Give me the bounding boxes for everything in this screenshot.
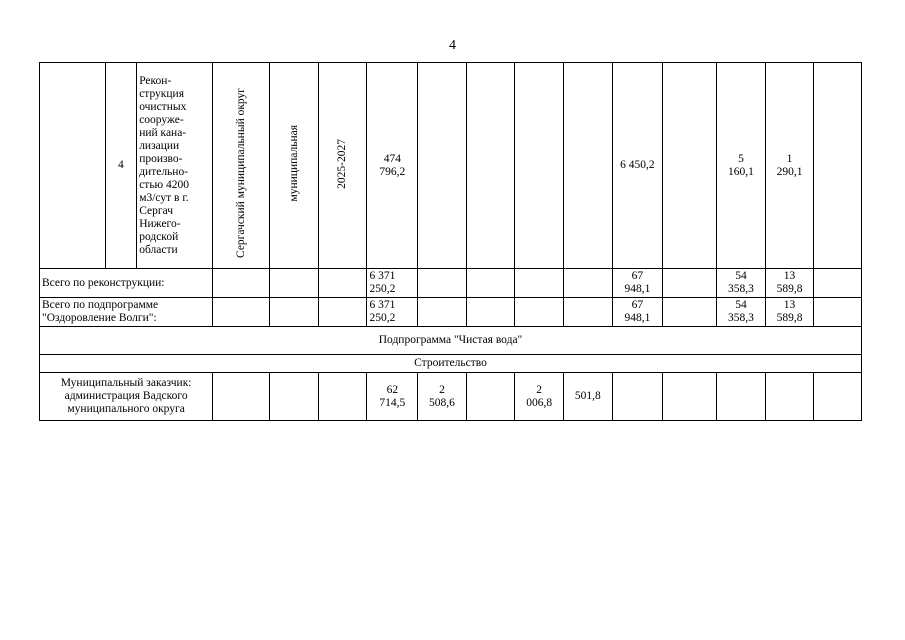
empty-cell [466, 298, 515, 327]
empty-cell [663, 63, 717, 269]
empty-cell [814, 63, 862, 269]
empty-cell [418, 269, 467, 298]
value-cell [717, 269, 766, 298]
total-cell [367, 373, 418, 421]
empty-cell [814, 373, 862, 421]
value-text: 54 358,3 [728, 299, 754, 324]
period-text: 2025-2027 [336, 138, 349, 189]
empty-cell [466, 373, 515, 421]
empty-cell [270, 269, 319, 298]
row-label-text: Всего по реконструкции: [42, 276, 165, 289]
empty-cell [318, 298, 367, 327]
empty-cell [515, 269, 564, 298]
value-text: 13 589,8 [776, 299, 803, 324]
value-text: 501,8 [574, 390, 601, 402]
table-row-total-subprogram [40, 298, 862, 327]
section-row-construction [40, 355, 862, 373]
row-label [40, 298, 213, 327]
empty-cell [213, 373, 270, 421]
empty-cell [717, 373, 766, 421]
value-cell [612, 269, 663, 298]
location-cell [213, 63, 270, 269]
row-label [40, 373, 213, 421]
empty-cell [213, 269, 270, 298]
value-text: 5 160,1 [728, 152, 754, 178]
value-cell [612, 63, 663, 269]
empty-cell [515, 298, 564, 327]
value-cell [765, 63, 814, 269]
empty-cell [814, 298, 862, 327]
empty-cell [270, 373, 319, 421]
value-cell [515, 373, 564, 421]
empty-cell [814, 269, 862, 298]
value-text: 13 589,8 [776, 270, 803, 295]
empty-cell [318, 373, 367, 421]
value-text: 67 948,1 [624, 299, 651, 324]
total-cell [367, 298, 418, 327]
row-label-text: Муниципальный заказчик: администрация Вадского муниципального округа [60, 377, 192, 415]
empty-cell [612, 373, 663, 421]
value-cell [765, 269, 814, 298]
ownership-text: муниципальная [287, 125, 300, 202]
location-text: Сергачский муниципальный округ [234, 88, 247, 258]
financing-table [39, 62, 862, 421]
section-heading: Строительство [40, 355, 862, 373]
empty-cell [466, 269, 515, 298]
page-number: 4 [449, 38, 456, 53]
total-cell [367, 63, 418, 269]
value-text: 2 006,8 [526, 383, 553, 409]
value-text: 6 450,2 [620, 159, 655, 171]
value-text: 67 948,1 [624, 270, 651, 295]
empty-cell [663, 269, 717, 298]
empty-cell [563, 63, 612, 269]
empty-cell [270, 298, 319, 327]
item-index: 4 [105, 63, 137, 269]
empty-cell [515, 63, 564, 269]
object-name [137, 63, 213, 269]
value-text: 1 290,1 [776, 152, 803, 178]
empty-cell [563, 269, 612, 298]
table-row-customer [40, 373, 862, 421]
table-row-total-reconstruction [40, 269, 862, 298]
empty-cell [563, 298, 612, 327]
value-cell [717, 298, 766, 327]
total-value: 474 796,2 [379, 152, 406, 178]
row-label-text: Всего по подпрограмме "Оздоровление Волги": [42, 299, 159, 324]
total-value: 62 714,5 [379, 383, 406, 409]
empty-cell [663, 373, 717, 421]
total-value: 6 371 250,2 [369, 299, 396, 324]
section-heading: Подпрограмма "Чистая вода" [40, 327, 862, 355]
value-cell [418, 373, 467, 421]
empty-cell [765, 373, 814, 421]
row-label [40, 269, 213, 298]
empty-cell [663, 298, 717, 327]
empty-cell [418, 298, 467, 327]
ownership-cell [270, 63, 319, 269]
value-cell [563, 373, 612, 421]
value-cell [612, 298, 663, 327]
empty-cell [40, 63, 106, 269]
total-cell [367, 269, 418, 298]
empty-cell [318, 269, 367, 298]
empty-cell [418, 63, 467, 269]
table-row-item-4 [40, 63, 862, 269]
object-name-text: Рекон- струкция очистных сооруже- ний кана- лизации произво- дительно- стью 4200 м3/сут в г. Сергач Нижего- родской области [139, 74, 190, 256]
empty-cell [213, 298, 270, 327]
total-value: 6 371 250,2 [369, 270, 396, 295]
section-row-subprogram [40, 327, 862, 355]
value-text: 54 358,3 [728, 270, 754, 295]
value-cell [717, 63, 766, 269]
empty-cell [466, 63, 515, 269]
value-text: 2 508,6 [429, 383, 455, 409]
period-cell [318, 63, 367, 269]
value-cell [765, 298, 814, 327]
